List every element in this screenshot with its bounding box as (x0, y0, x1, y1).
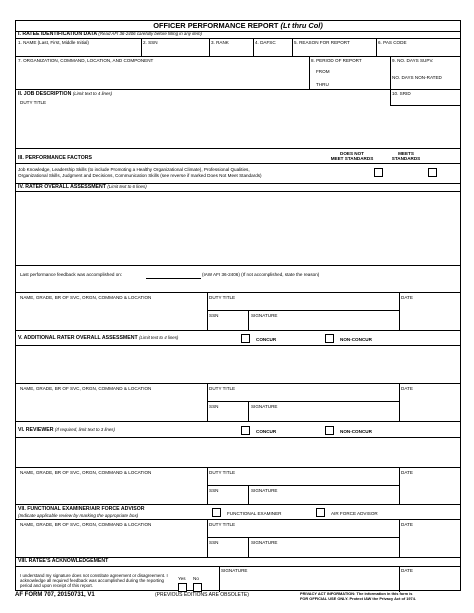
divider (376, 38, 377, 56)
sec5-note: (Limit text to 4 lines) (139, 335, 179, 340)
sec7-ssn-label: SSN (209, 540, 219, 545)
divider (16, 383, 460, 384)
sec6-duty-title-label: DUTY TITLE (209, 470, 236, 475)
sec7-note: (Indicate applicable review by marking the appropriate box) (18, 513, 139, 518)
divider (399, 292, 400, 330)
previous-editions-note: (PREVIOUS EDITIONS ARE OBSOLETE) (155, 592, 249, 598)
sec6-heading-text: VI. REVIEWER (18, 427, 54, 433)
sec6-date-label: DATE (401, 470, 413, 475)
sec6-name-grade-label: NAME, GRADE, BR OF SVC, ORGN, COMMAND & LOCATION (20, 470, 152, 475)
sec6-nonconcur-checkbox[interactable] (325, 426, 334, 435)
divider (248, 401, 249, 421)
divider (16, 56, 460, 57)
days-nonrated-label: NO. DAYS NON-RATED (392, 75, 442, 80)
sec5-nonconcur-label: NON-CONCUR (340, 337, 372, 342)
sec6-heading (18, 427, 115, 433)
divider (207, 292, 208, 330)
sec2-heading (18, 91, 112, 97)
name-label: 1. NAME (Last, First, Middle Initial) (18, 40, 89, 45)
sec2-note: (Limit text to 4 lines) (72, 91, 113, 96)
sec1-note: (Read AFI 36-2406 carefully before filling in any item) (98, 31, 202, 36)
thru-label: THRU (316, 82, 329, 87)
form-id: AF FORM 707, 20150731, V1 (15, 592, 95, 598)
divider (207, 401, 399, 402)
divider (16, 292, 460, 293)
divider (16, 163, 460, 164)
divider (16, 89, 460, 90)
divider (253, 38, 254, 56)
sec6-concur-label: CONCUR (256, 429, 277, 434)
rank-label: 3. RANK (211, 40, 229, 45)
af-advisor-label: AIR FORCE ADVISOR (331, 511, 378, 516)
feedback-date-line (146, 278, 201, 279)
sec1-heading-text: I. RATEE IDENTIFICATION DATA (18, 31, 97, 37)
ack-yes-checkbox[interactable] (178, 583, 187, 592)
factor-line2: Organizational Skills, Judgment and Decisions, Communication Skills (see reverse if marked Does Not Meet Standards) (18, 173, 262, 178)
form-title-sub: (Lt thru Col) (280, 21, 323, 30)
divider (16, 345, 460, 346)
sec2-heading-text: II. JOB DESCRIPTION (18, 91, 72, 97)
sec5-date-label: DATE (401, 386, 413, 391)
sec6-note: (If required, limit text to 3 lines) (54, 427, 115, 432)
divider (399, 383, 400, 421)
divider (390, 56, 391, 105)
sec5-nonconcur-checkbox[interactable] (325, 334, 334, 343)
form-title-main: OFFICER PERFORMANCE REPORT (153, 21, 279, 30)
divider (141, 38, 142, 56)
sec4-heading (18, 184, 147, 190)
sec4-note: (Limit text to 6 lines) (107, 184, 147, 189)
sec5-signature-label: SIGNATURE (251, 404, 278, 409)
sec5-concur-label: CONCUR (256, 337, 277, 342)
privacy-act-info (300, 591, 416, 601)
ssn-label: 2. SSN (143, 40, 158, 45)
sec6-signature-label: SIGNATURE (251, 488, 278, 493)
ack-no-checkbox[interactable] (193, 583, 202, 592)
divider (16, 467, 460, 468)
period-label: 8. PERIOD OF REPORT (311, 58, 362, 63)
sec5-ssn-label: SSN (209, 404, 219, 409)
opr-form (15, 20, 461, 591)
sec4-name-grade-label: NAME, GRADE, BR OF SVC, ORGN, COMMAND & LOCATION (20, 295, 152, 300)
divider (16, 330, 460, 331)
org-label: 7. ORGANIZATION, COMMAND, LOCATION, AND COMPONENT (18, 58, 154, 63)
meets-text: MEETS (398, 151, 414, 156)
divider (399, 566, 400, 592)
divider (309, 56, 310, 89)
days-supv-label: 9. NO. DAYS SUPV. (392, 58, 434, 63)
sec7-duty-title-label: DUTY TITLE (209, 522, 236, 527)
sec7-heading: VII. FUNCTIONAL EXAMINER/AIR FORCE ADVISOR (18, 506, 145, 512)
sec5-name-grade-label: NAME, GRADE, BR OF SVC, ORGN, COMMAND & LOCATION (20, 386, 152, 391)
standards-text: STANDARDS (391, 156, 421, 161)
functional-examiner-checkbox[interactable] (212, 508, 221, 517)
functional-examiner-label: FUNCTIONAL EXAMINER (227, 511, 282, 516)
divider (219, 566, 220, 592)
reason-label: 5. REASON FOR REPORT (294, 40, 350, 45)
sec5-duty-title-label: DUTY TITLE (209, 386, 236, 391)
divider (16, 38, 460, 39)
sec8-heading: VIII. RATEE'S ACKNOWLEDGEMENT (18, 558, 109, 564)
sec7-date-label: DATE (401, 522, 413, 527)
divider (399, 467, 400, 504)
divider (16, 504, 460, 505)
ack-signature-label: SIGNATURE (221, 568, 248, 573)
sec5-heading-text: V. ADDITIONAL RATER OVERALL ASSESSMENT (18, 335, 138, 341)
factor-line1: Job Knowledge, Leadership Skills (to include Promoting a Healthy Organizational Climate), Professional Qualities, (18, 167, 250, 172)
feedback-note: (IAW AFI 36-2406) (If not accomplished, state the reason) (202, 272, 320, 277)
ack-text: I understand my signature does not constitute agreement or disagreement. I acknowledge all required feedback was accomplished during the reporting period and upon receipt of this report. (20, 573, 168, 589)
divider (390, 105, 460, 106)
privacy-line2: FOR OFFICIAL USE ONLY. Protect IAW the Privacy Act of 1974. (300, 596, 416, 601)
divider (16, 421, 460, 422)
meet-standards-text: MEET STANDARDS (330, 156, 374, 161)
meets-standards-checkbox[interactable] (428, 168, 437, 177)
sec4-signature-label: SIGNATURE (251, 313, 278, 318)
divider (16, 519, 460, 520)
privacy-line1: PRIVACY ACT INFORMATION: The information in this form is (300, 591, 413, 596)
from-label: FROM (316, 69, 330, 74)
divider (209, 38, 210, 56)
sec6-nonconcur-label: NON-CONCUR (340, 429, 372, 434)
sec5-heading (18, 335, 178, 341)
divider (207, 485, 399, 486)
pascode-label: 6. PAS CODE (378, 40, 407, 45)
divider (16, 566, 460, 567)
divider (16, 265, 460, 266)
divider (16, 191, 460, 192)
ack-date-label: DATE (401, 568, 413, 573)
divider (292, 38, 293, 56)
ack-yes-label: Yes (178, 576, 186, 581)
does-not-meet-header (326, 151, 378, 161)
divider (16, 148, 460, 149)
divider (207, 310, 399, 311)
sec4-heading-text: IV. RATER OVERALL ASSESSMENT (18, 184, 106, 190)
ack-no-label: No (193, 576, 199, 581)
divider (248, 537, 249, 557)
srid-label: 10. SRID (392, 91, 411, 96)
divider (16, 437, 460, 438)
sec5-concur-checkbox[interactable] (241, 334, 250, 343)
sec1-heading (18, 31, 202, 37)
divider (207, 537, 399, 538)
dafsc-label: 4. DAFSC (255, 40, 276, 45)
feedback-label: Last performance feedback was accomplished on: (20, 272, 123, 277)
divider (207, 519, 208, 557)
divider (399, 519, 400, 557)
sec3-heading: III. PERFORMANCE FACTORS (18, 155, 92, 161)
sec6-ssn-label: SSN (209, 488, 219, 493)
form-title (16, 21, 460, 31)
af-advisor-checkbox[interactable] (316, 508, 325, 517)
does-not-meet-checkbox[interactable] (374, 168, 383, 177)
sec4-date-label: DATE (401, 295, 413, 300)
divider (248, 485, 249, 504)
job-duty-title-label: DUTY TITLE (20, 100, 47, 105)
sec7-name-grade-label: NAME, GRADE, BR OF SVC, ORGN, COMMAND & LOCATION (20, 522, 152, 527)
divider (207, 383, 208, 421)
does-not-text: DOES NOT (340, 151, 364, 156)
sec4-ssn-label: SSN (209, 313, 219, 318)
meets-header (380, 151, 432, 161)
sec4-duty-title-label: DUTY TITLE (209, 295, 236, 300)
sec7-signature-label: SIGNATURE (251, 540, 278, 545)
divider (248, 310, 249, 330)
sec6-concur-checkbox[interactable] (241, 426, 250, 435)
